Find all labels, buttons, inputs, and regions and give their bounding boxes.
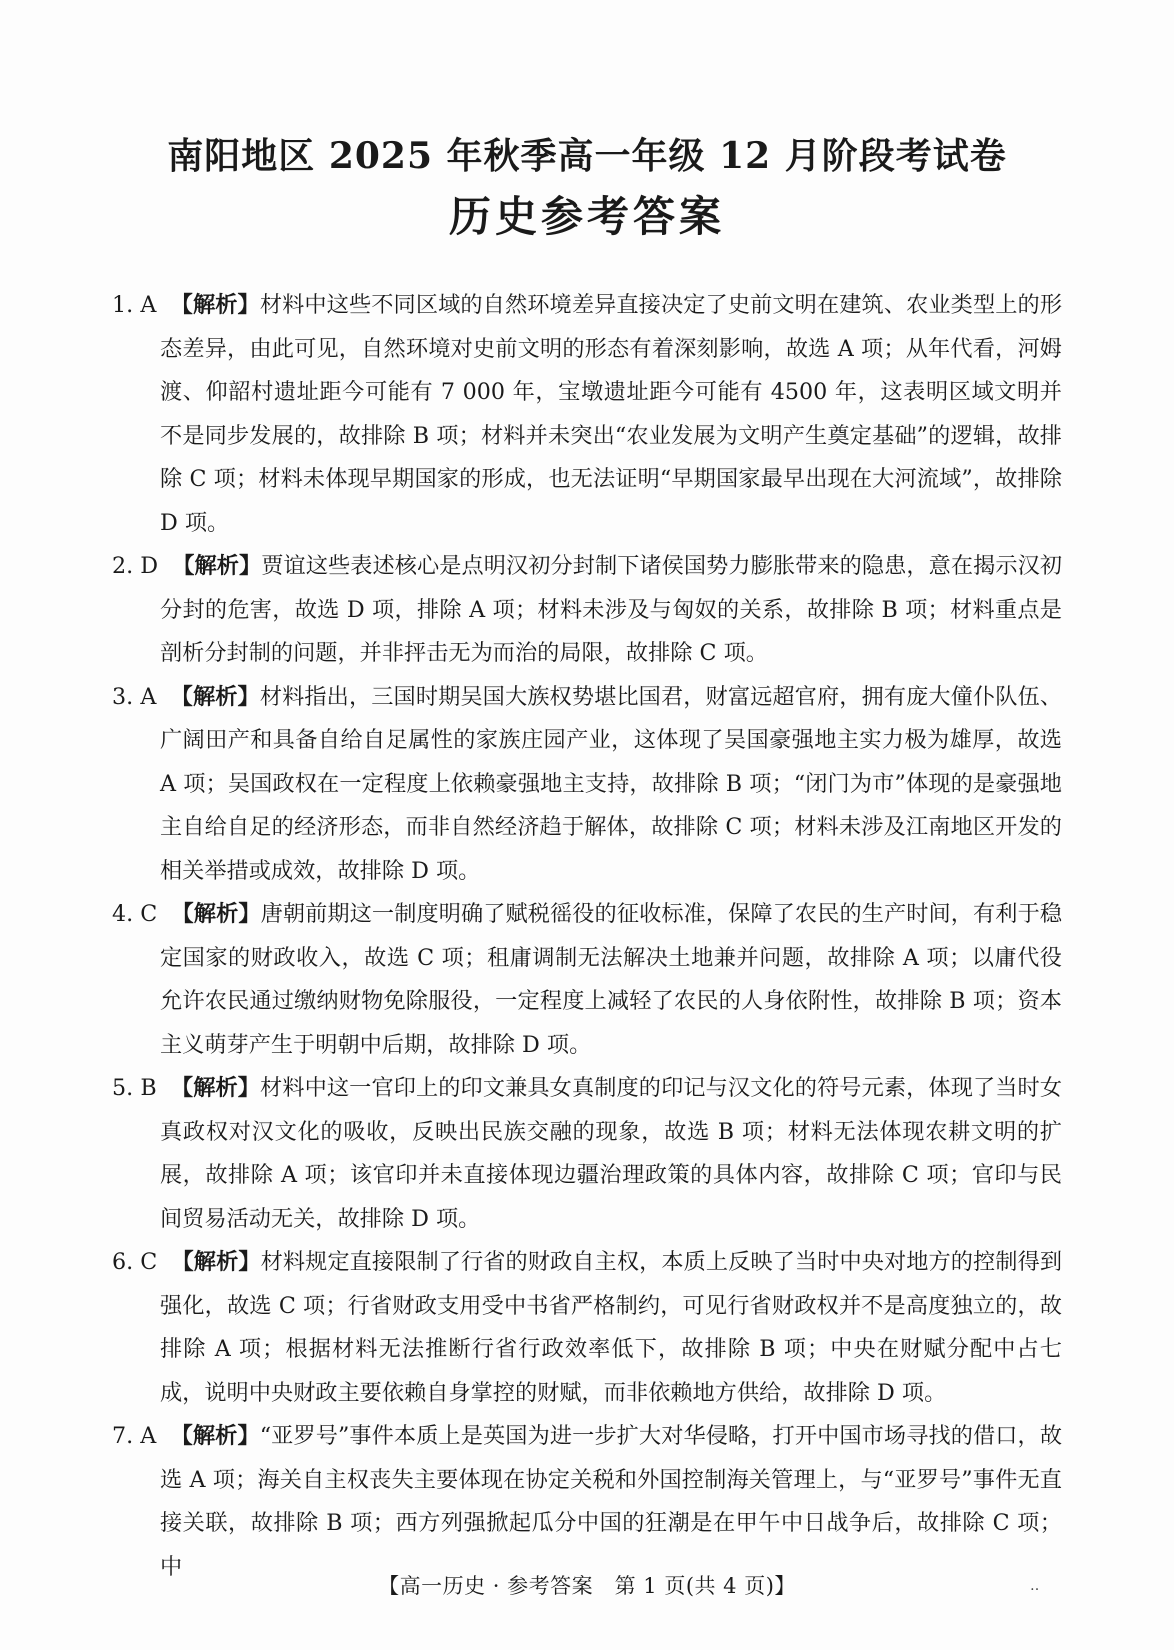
- corner-mark: ‥: [1030, 1578, 1040, 1594]
- analysis-tag: 【解析】: [171, 1249, 261, 1275]
- answer-explanation: 贾谊这些表述核心是点明汉初分封制下诸侯国势力膨胀带来的隐患，意在揭示汉初分封的危害，故选 D 项，排除 A 项；材料未涉及与匈奴的关系，故排除 B 项；材料重点是剖析分封制的问题，并非抨击无为而治的局限，故排除 C 项。: [160, 553, 1063, 666]
- analysis-tag: 【解析】: [170, 1075, 261, 1101]
- answer-number: 5. B: [112, 1075, 157, 1101]
- answer-item-4: [112, 893, 1062, 1067]
- answer-item-6: [112, 1241, 1062, 1415]
- answer-number: 7. A: [112, 1423, 157, 1449]
- exam-title: 南阳地区 2025 年秋季高一年级 12 月阶段考试卷: [167, 135, 1007, 177]
- analysis-tag: 【解析】: [170, 1423, 260, 1449]
- page-footer: 【高一历史 · 参考答案 第 1 页(共 4 页)】: [378, 1574, 796, 1598]
- analysis-tag: 【解析】: [171, 901, 261, 927]
- answer-number: 1. A: [112, 292, 157, 318]
- answer-number: 2. D: [112, 553, 159, 579]
- answer-item-3: [112, 676, 1062, 894]
- analysis-tag: 【解析】: [170, 683, 260, 710]
- answer-number: 3. A: [112, 683, 157, 710]
- answer-explanation: “亚罗号”事件本质上是英国为进一步扩大对华侵略，打开中国市场寻找的借口，故选 A 项；海关自主权丧失主要体现在协定关税和外国控制海关管理上，与“亚罗号”事件无直接关联，故排除 B 项；西方列强掀起瓜分中国的狂潮是在甲午中日战争后，故排除 C 项；中: [160, 1423, 1063, 1580]
- answer-number: 4. C: [112, 901, 158, 927]
- answer-list: [112, 284, 1062, 1589]
- analysis-tag: 【解析】: [172, 553, 262, 579]
- answer-item-2: [112, 545, 1062, 676]
- answer-item-7: [112, 1415, 1062, 1589]
- answer-number: 6. C: [112, 1249, 158, 1275]
- document-subtitle: 历史参考答案: [448, 192, 725, 241]
- answer-item-1: [112, 284, 1062, 545]
- answer-explanation: 材料指出，三国时期吴国大族权势堪比国君，财富远超官府，拥有庞大僮仆队伍、广阔田产和具备自给自足属性的家族庄园产业，这体现了吴国豪强地主实力极为雄厚，故选 A 项；吴国政权在一定程度上依赖豪强地主支持，故排除 B 项；“闭门为市”体现的是豪强地主自给自足的经济形态，而非自然经济趋于解体，故排除 C 项；材料未涉及江南地区开发的相关举措或成效，故排除 D 项。: [160, 683, 1063, 884]
- answer-item-5: [112, 1067, 1062, 1241]
- answer-explanation: 材料规定直接限制了行省的财政自主权，本质上反映了当时中央对地方的控制得到强化，故选 C 项；行省财政支用受中书省严格制约，可见行省财政权并不是高度独立的，故排除 A 项；根据材料无法推断行省行政效率低下，故排除 B 项；中央在财赋分配中占七成，说明中央财政主要依赖自身掌控的财赋，而非依赖地方供给，故排除 D 项。: [160, 1249, 1063, 1406]
- answer-explanation: 唐朝前期这一制度明确了赋税徭役的征收标准，保障了农民的生产时间，有利于稳定国家的财政收入，故选 C 项；租庸调制无法解决土地兼并问题，故排除 A 项；以庸代役允许农民通过缴纳财物免除服役，一定程度上减轻了农民的人身依附性，故排除 B 项；资本主义萌芽产生于明朝中后期，故排除 D 项。: [160, 901, 1063, 1058]
- answer-explanation: 材料中这些不同区域的自然环境差异直接决定了史前文明在建筑、农业类型上的形态差异，由此可见，自然环境对史前文明的形态有着深刻影响，故选 A 项；从年代看，河姆渡、仰韶村遗址距今可能有 7 000 年，宝墩遗址距今可能有 4500 年，这表明区域文明并不是同步发展的，故排除 B 项；材料并未突出“农业发展为文明产生奠定基础”的逻辑，故排除 C 项；材料未体现早期国家的形成，也无法证明“早期国家最早出现在大河流域”，故排除 D 项。: [160, 292, 1063, 536]
- answer-explanation: 材料中这一官印上的印文兼具女真制度的印记与汉文化的符号元素，体现了当时女真政权对汉文化的吸收，反映出民族交融的现象，故选 B 项；材料无法体现农耕文明的扩展，故排除 A 项；该官印并未直接体现边疆治理政策的具体内容，故排除 C 项；官印与民间贸易活动无关，故排除 D 项。: [160, 1075, 1063, 1232]
- analysis-tag: 【解析】: [170, 292, 260, 318]
